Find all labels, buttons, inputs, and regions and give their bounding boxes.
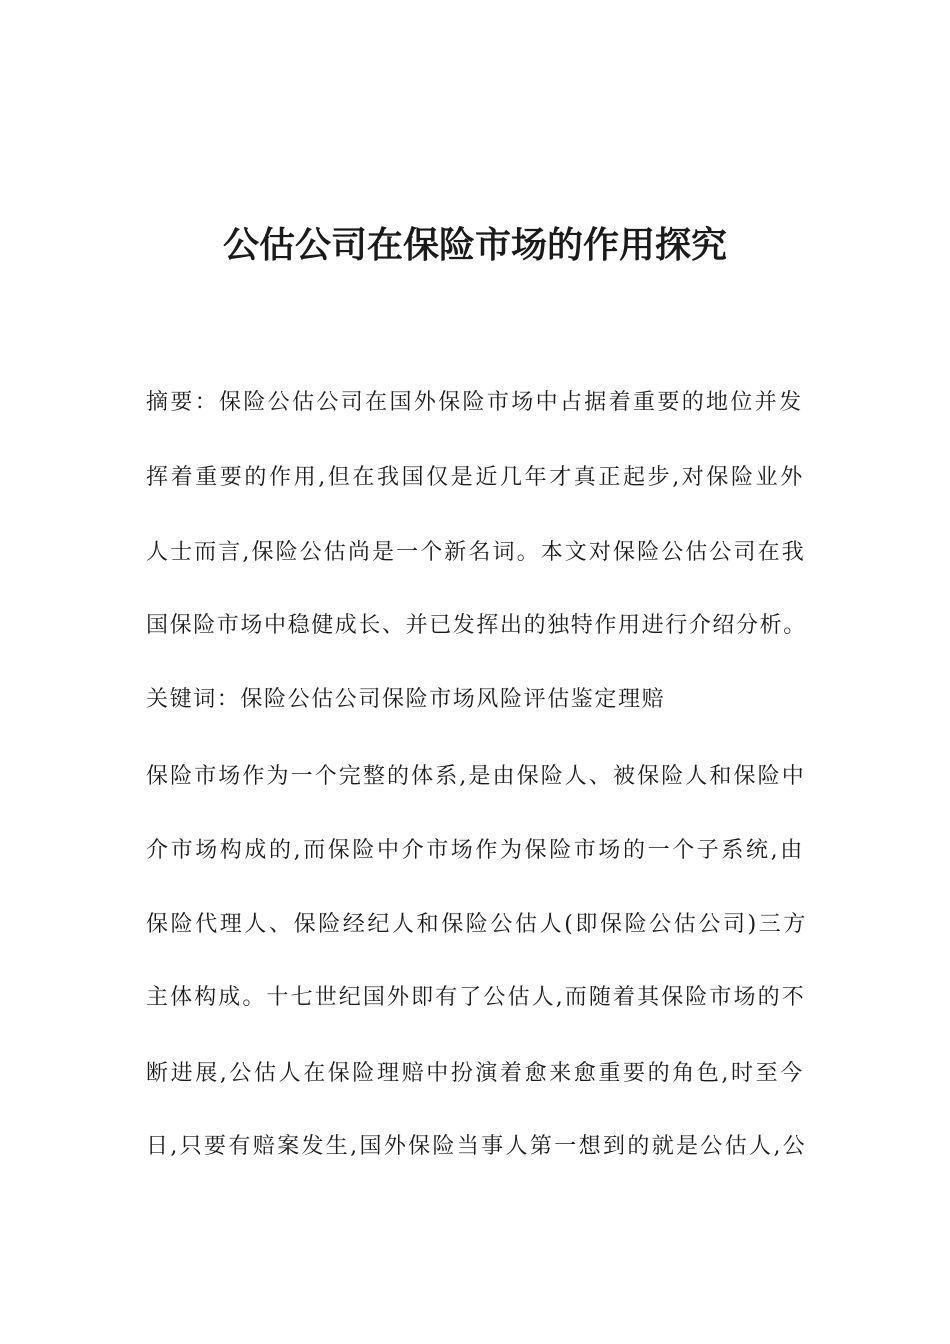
abstract-line-3: 人士而言,保险公估尚是一个新名词。本文对保险公估公司在我 — [146, 540, 806, 565]
abstract-line-2: 挥着重要的作用,但在我国仅是近几年才真正起步,对保险业外 — [146, 465, 805, 490]
body-line-4: 主体构成。十七世纪国外即有了公估人,而随着其保险市场的不 — [146, 985, 806, 1010]
abstract-line-1: 摘要：保险公估公司在国外保险市场中占据着重要的地位并发 — [146, 390, 804, 415]
body-line-2: 介市场构成的,而保险中介市场作为保险市场的一个子系统,由 — [146, 838, 805, 863]
body-line-6: 日,只要有赔案发生,国外保险当事人第一想到的就是公估人,公 — [146, 1134, 808, 1159]
body-line-1: 保险市场作为一个完整的体系,是由保险人、被保险人和保险中 — [146, 764, 806, 789]
document-title: 公估公司在保险市场的作用探究 — [222, 225, 727, 266]
abstract-line-4: 国保险市场中稳健成长、并已发挥出的独特作用进行介绍分析。 — [146, 613, 807, 638]
body-line-3: 保险代理人、保险经纪人和保险公估人(即保险公估公司)三方 — [146, 912, 808, 937]
body-line-5: 断进展,公估人在保险理赔中扮演着愈来愈重要的角色,时至今 — [146, 1061, 805, 1086]
keywords-line: 关键词：保险公估公司保险市场风险评估鉴定理赔 — [146, 687, 666, 712]
